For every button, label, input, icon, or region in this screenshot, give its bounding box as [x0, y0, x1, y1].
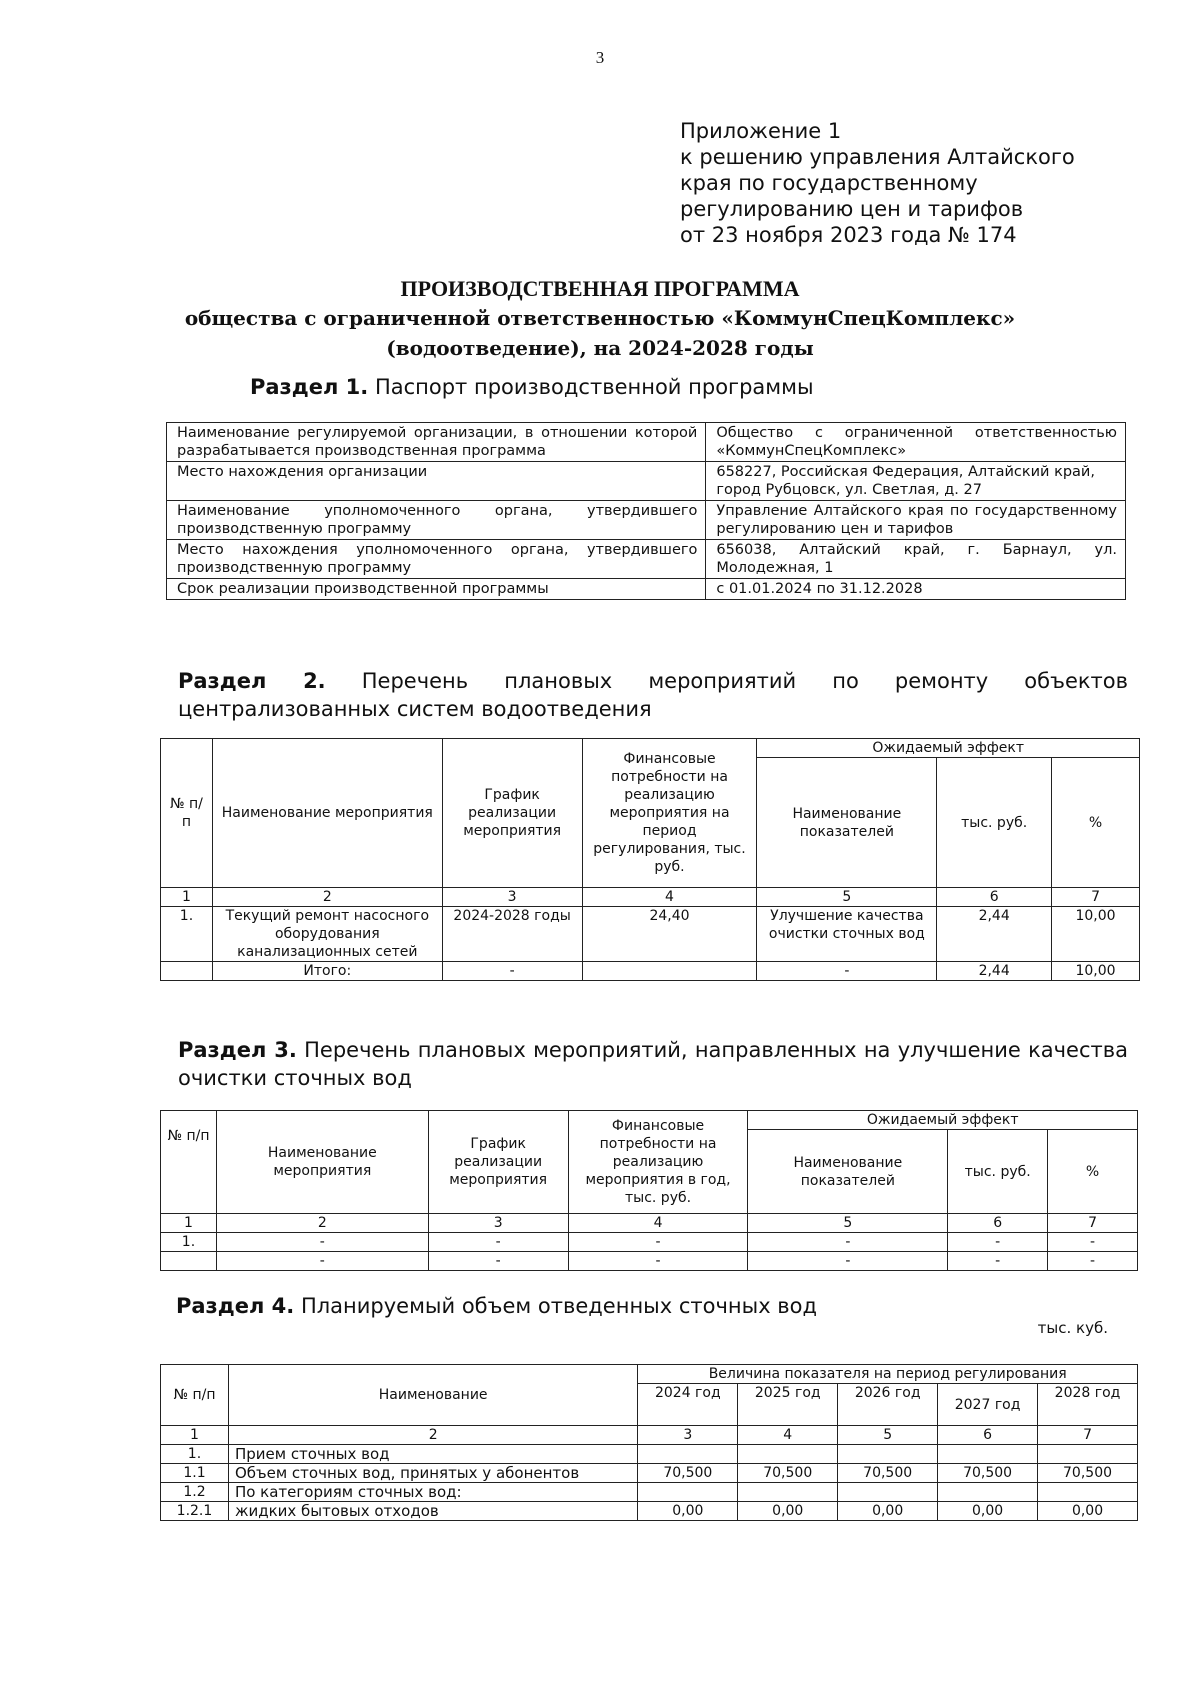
- total-indicator: -: [757, 962, 937, 981]
- section2-heading: [178, 667, 1128, 723]
- row-cell: -: [568, 1233, 748, 1252]
- col-number: 2: [228, 1426, 637, 1445]
- header-num: № п/п: [161, 739, 213, 888]
- empty-cell: [161, 1252, 217, 1271]
- table-row: [161, 1464, 1138, 1483]
- row-value: [1038, 1483, 1138, 1502]
- header-num: № п/п: [161, 1111, 217, 1214]
- row-num: 1.2: [161, 1483, 229, 1502]
- table-header-row: [161, 1111, 1138, 1130]
- header-effect: Ожидаемый эффект: [748, 1111, 1138, 1130]
- appendix-line: края по государственному: [680, 171, 978, 195]
- section4-heading: [176, 1294, 817, 1318]
- units-label: тыс. куб.: [1037, 1319, 1108, 1337]
- table-header-row: [161, 739, 1140, 758]
- row-value: [938, 1445, 1038, 1464]
- passport-table: [166, 422, 1126, 600]
- header-percent: %: [1048, 1130, 1138, 1214]
- section2-title: Перечень плановых мероприятий по ремонту объектов централизованных систем водоотведения: [178, 669, 1129, 721]
- header-effect: Ожидаемый эффект: [757, 739, 1140, 758]
- total-thousand: 2,44: [937, 962, 1052, 981]
- row-num: 1.: [161, 907, 213, 962]
- section3-title: Перечень плановых мероприятий, направленных на улучшение качества очистки сточных вод: [178, 1038, 1128, 1090]
- col-number: 3: [638, 1426, 738, 1445]
- table-row: [167, 501, 1126, 540]
- row-value: [838, 1483, 938, 1502]
- header-thousand: тыс. руб.: [948, 1130, 1048, 1214]
- program-title: ПРОИЗВОДСТВЕННАЯ ПРОГРАММА: [400, 276, 800, 301]
- section4-label: Раздел 4.: [176, 1294, 295, 1318]
- repair-table: [160, 738, 1140, 981]
- col-number: 2: [216, 1214, 428, 1233]
- col-number: 7: [1048, 1214, 1138, 1233]
- row-value: 70,500: [738, 1464, 838, 1483]
- section2-label: Раздел 2.: [178, 669, 326, 693]
- appendix-line: к решению управления Алтайского: [680, 145, 1075, 169]
- appendix-line: от 23 ноября 2023 года № 174: [680, 223, 1017, 247]
- table-header-row: [161, 1365, 1138, 1384]
- row-value: [938, 1483, 1038, 1502]
- passport-cell: 656038, Алтайский край, г. Барнаул, ул. Молодежная, 1: [706, 540, 1126, 579]
- table-row: [167, 423, 1126, 462]
- row-cell: -: [748, 1252, 948, 1271]
- row-schedule: 2024-2028 годы: [442, 907, 582, 962]
- row-indicator: Улучшение качества очистки сточных вод: [757, 907, 937, 962]
- header-year: 2026 год: [838, 1384, 938, 1426]
- row-value: 70,500: [938, 1464, 1038, 1483]
- header-schedule: График реализации мероприятия: [428, 1111, 568, 1214]
- header-year: 2025 год: [738, 1384, 838, 1426]
- col-number: 7: [1052, 888, 1140, 907]
- row-value: [638, 1445, 738, 1464]
- row-num: 1.2.1: [161, 1502, 229, 1521]
- row-name: жидких бытовых отходов: [228, 1502, 637, 1521]
- row-name: Текущий ремонт насосного оборудования канализационных сетей: [212, 907, 442, 962]
- program-subtitle: общества с ограниченной ответственностью «КоммунСпецКомплекс»: [184, 306, 1016, 330]
- row-value: 70,500: [838, 1464, 938, 1483]
- row-name: По категориям сточных вод:: [228, 1483, 637, 1502]
- row-value: [838, 1445, 938, 1464]
- col-number: 5: [838, 1426, 938, 1445]
- row-value: 70,500: [638, 1464, 738, 1483]
- col-number: 7: [1038, 1426, 1138, 1445]
- appendix-line: Приложение 1: [680, 119, 842, 143]
- row-cell: -: [216, 1252, 428, 1271]
- empty-cell: [582, 962, 757, 981]
- page-number: 3: [595, 48, 605, 67]
- col-number: 3: [442, 888, 582, 907]
- row-cell: -: [216, 1233, 428, 1252]
- header-year: 2024 год: [638, 1384, 738, 1426]
- table-row: [161, 1483, 1138, 1502]
- row-thousand: 2,44: [937, 907, 1052, 962]
- header-period: Величина показателя на период регулирования: [638, 1365, 1138, 1384]
- header-indicator: Наименование показателей: [748, 1130, 948, 1214]
- column-number-row: [161, 1426, 1138, 1445]
- section3-label: Раздел 3.: [178, 1038, 297, 1062]
- row-num: 1.: [161, 1233, 217, 1252]
- passport-cell: Общество с ограниченной ответственностью «КоммунСпецКомплекс»: [706, 423, 1126, 462]
- passport-cell: Срок реализации производственной программы: [167, 579, 706, 600]
- table-row: [161, 907, 1140, 962]
- col-number: 4: [738, 1426, 838, 1445]
- header-indicator: Наименование показателей: [757, 758, 937, 888]
- col-number: 6: [937, 888, 1052, 907]
- row-cell: -: [568, 1252, 748, 1271]
- table-row: [167, 462, 1126, 501]
- row-cell: -: [428, 1233, 568, 1252]
- column-number-row: [161, 888, 1140, 907]
- passport-cell: Управление Алтайского края по государственному регулированию цен и тарифов: [706, 501, 1126, 540]
- passport-cell: 658227, Российская Федерация, Алтайский край, город Рубцовск, ул. Светлая, д. 27: [706, 462, 1126, 501]
- appendix-line: регулированию цен и тарифов: [680, 197, 1024, 221]
- header-schedule: График реализации мероприятия: [442, 739, 582, 888]
- col-number: 5: [757, 888, 937, 907]
- appendix-note: [680, 118, 1075, 248]
- row-value: 0,00: [638, 1502, 738, 1521]
- row-num: 1.: [161, 1445, 229, 1464]
- total-label: Итого:: [212, 962, 442, 981]
- row-finance: 24,40: [582, 907, 757, 962]
- table-row: [161, 1252, 1138, 1271]
- row-cell: -: [748, 1233, 948, 1252]
- col-number: 5: [748, 1214, 948, 1233]
- col-number: 1: [161, 1214, 217, 1233]
- col-number: 6: [948, 1214, 1048, 1233]
- row-cell: -: [428, 1252, 568, 1271]
- section4-title: Планируемый объем отведенных сточных вод: [300, 1294, 818, 1318]
- passport-cell: Место нахождения уполномоченного органа, утвердившего производственную программу: [167, 540, 706, 579]
- table-row: [161, 1502, 1138, 1521]
- section1-title: Паспорт производственной программы: [374, 375, 814, 399]
- header-finance: Финансовые потребности на реализацию мероприятия в год, тыс. руб.: [568, 1111, 748, 1214]
- row-percent: 10,00: [1052, 907, 1140, 962]
- column-number-row: [161, 1214, 1138, 1233]
- row-value: 0,00: [738, 1502, 838, 1521]
- row-value: [738, 1483, 838, 1502]
- total-row: [161, 962, 1140, 981]
- row-cell: -: [948, 1252, 1048, 1271]
- row-name: Прием сточных вод: [228, 1445, 637, 1464]
- passport-cell: Наименование уполномоченного органа, утвердившего производственную программу: [167, 501, 706, 540]
- program-period: (водоотведение), на 2024-2028 годы: [386, 336, 814, 360]
- row-value: [1038, 1445, 1138, 1464]
- header-name: Наименование: [228, 1365, 637, 1426]
- total-schedule: -: [442, 962, 582, 981]
- row-value: 0,00: [838, 1502, 938, 1521]
- row-value: [638, 1483, 738, 1502]
- row-num: 1.1: [161, 1464, 229, 1483]
- total-percent: 10,00: [1052, 962, 1140, 981]
- section1-heading: [250, 375, 814, 399]
- header-finance: Финансовые потребности на реализацию мероприятия на период регулирования, тыс. руб.: [582, 739, 757, 888]
- quality-table: [160, 1110, 1138, 1271]
- section3-heading: [178, 1036, 1128, 1092]
- col-number: 6: [938, 1426, 1038, 1445]
- row-value: 0,00: [938, 1502, 1038, 1521]
- col-number: 1: [161, 888, 213, 907]
- header-name: Наименование мероприятия: [216, 1111, 428, 1214]
- section1-label: Раздел 1.: [250, 375, 369, 399]
- header-num: № п/п: [161, 1365, 229, 1426]
- col-number: 4: [568, 1214, 748, 1233]
- table-row: [161, 1445, 1138, 1464]
- row-value: [738, 1445, 838, 1464]
- col-number: 2: [212, 888, 442, 907]
- col-number: 1: [161, 1426, 229, 1445]
- header-thousand: тыс. руб.: [937, 758, 1052, 888]
- header-percent: %: [1052, 758, 1140, 888]
- row-cell: -: [1048, 1252, 1138, 1271]
- table-row: [167, 579, 1126, 600]
- header-year: 2028 год: [1038, 1384, 1138, 1426]
- passport-cell: с 01.01.2024 по 31.12.2028: [706, 579, 1126, 600]
- col-number: 3: [428, 1214, 568, 1233]
- col-number: 4: [582, 888, 757, 907]
- row-name: Объем сточных вод, принятых у абонентов: [228, 1464, 637, 1483]
- row-cell: -: [1048, 1233, 1138, 1252]
- header-year: 2027 год: [938, 1384, 1038, 1426]
- row-value: 70,500: [1038, 1464, 1138, 1483]
- empty-cell: [161, 962, 213, 981]
- table-row: [167, 540, 1126, 579]
- header-name: Наименование мероприятия: [212, 739, 442, 888]
- row-value: 0,00: [1038, 1502, 1138, 1521]
- row-cell: -: [948, 1233, 1048, 1252]
- passport-cell: Место нахождения организации: [167, 462, 706, 501]
- table-row: [161, 1233, 1138, 1252]
- passport-cell: Наименование регулируемой организации, в отношении которой разрабатывается производственная программа: [167, 423, 706, 462]
- volume-table: [160, 1364, 1138, 1521]
